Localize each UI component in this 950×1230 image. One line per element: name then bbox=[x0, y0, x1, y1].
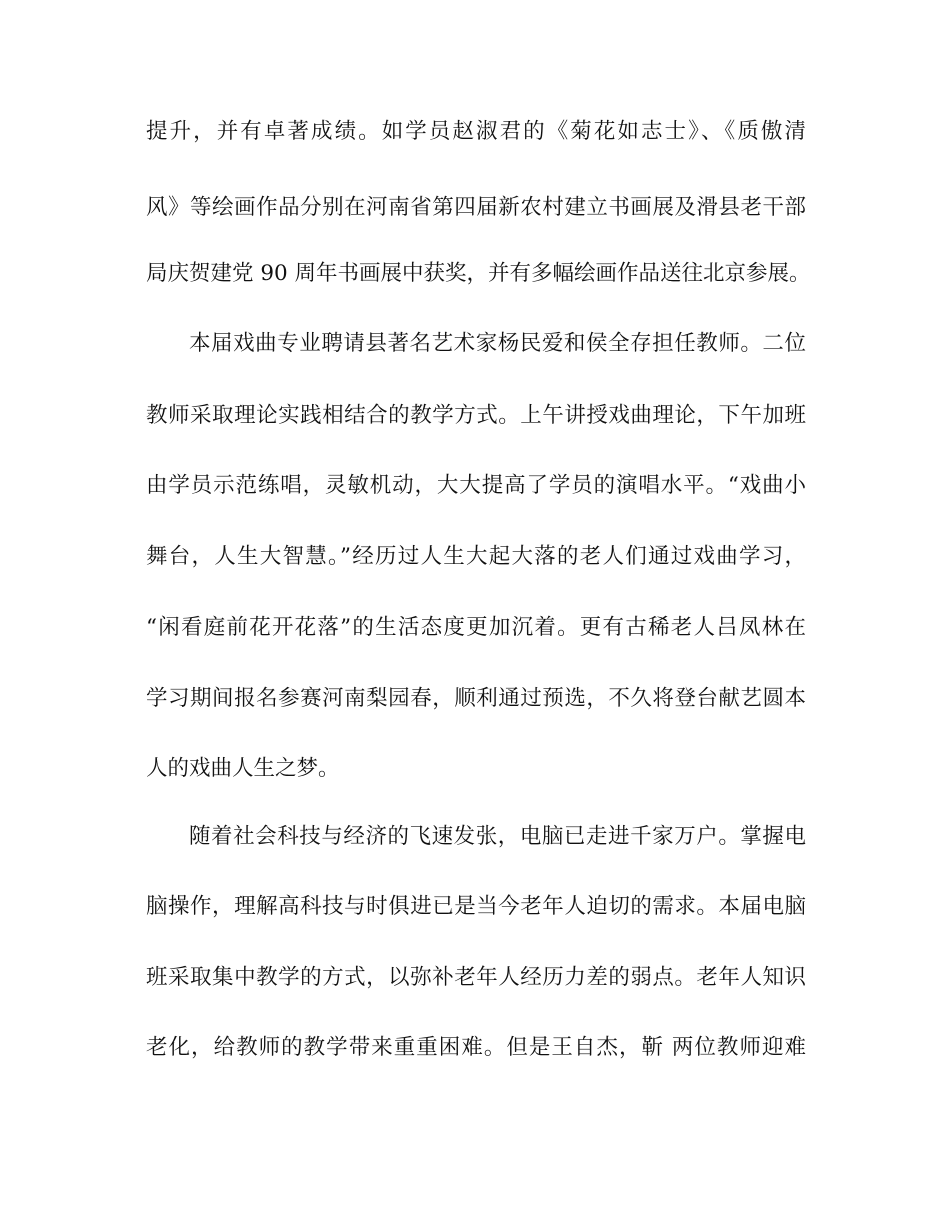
text-line: 班采取集中教学的方式，以弥补老年人经历力差的弱点。老年人知识 bbox=[146, 965, 806, 990]
text-line: 提升，并有卓著成绩。如学员赵淑君的《菊花如志士》、《质傲清 bbox=[146, 119, 806, 144]
text-line: 舞台，人生大智慧。”经历过人生大起大落的老人们通过戏曲学习， bbox=[146, 544, 806, 569]
text-line: 学习期间报名参赛河南梨园春，顺利通过预选，不久将登台献艺圆本 bbox=[146, 686, 806, 711]
text-line: 由学员示范练唱，灵敏机动，大大提高了学员的演唱水平。“戏曲小 bbox=[146, 473, 806, 498]
text-line: “闲看庭前花开花落”的生活态度更加沉着。更有古稀老人吕凤林在 bbox=[146, 615, 806, 640]
text-line: 随着社会科技与经济的飞速发张，电脑已走进千家万户。掌握电 bbox=[189, 824, 806, 849]
text-line: 老化，给教师的教学带来重重困难。但是王自杰，靳 两位教师迎难 bbox=[146, 1035, 806, 1060]
text-line: 教师采取理论实践相结合的教学方式。上午讲授戏曲理论，下午加班 bbox=[146, 403, 806, 428]
text-line: 脑操作，理解高科技与时俱进已是当今老年人迫切的需求。本届电脑 bbox=[146, 894, 806, 919]
text-line: 本届戏曲专业聘请县著名艺术家杨民爱和侯全存担任教师。二位 bbox=[189, 331, 806, 356]
text-line: 人的戏曲人生之梦。 bbox=[146, 756, 340, 781]
text-line: 风》等绘画作品分别在河南省第四届新农村建立书画展及滑县老干部 bbox=[146, 195, 806, 220]
text-line: 局庆贺建党 90 周年书画展中获奖，并有多幅绘画作品送往北京参展。 bbox=[146, 261, 811, 286]
